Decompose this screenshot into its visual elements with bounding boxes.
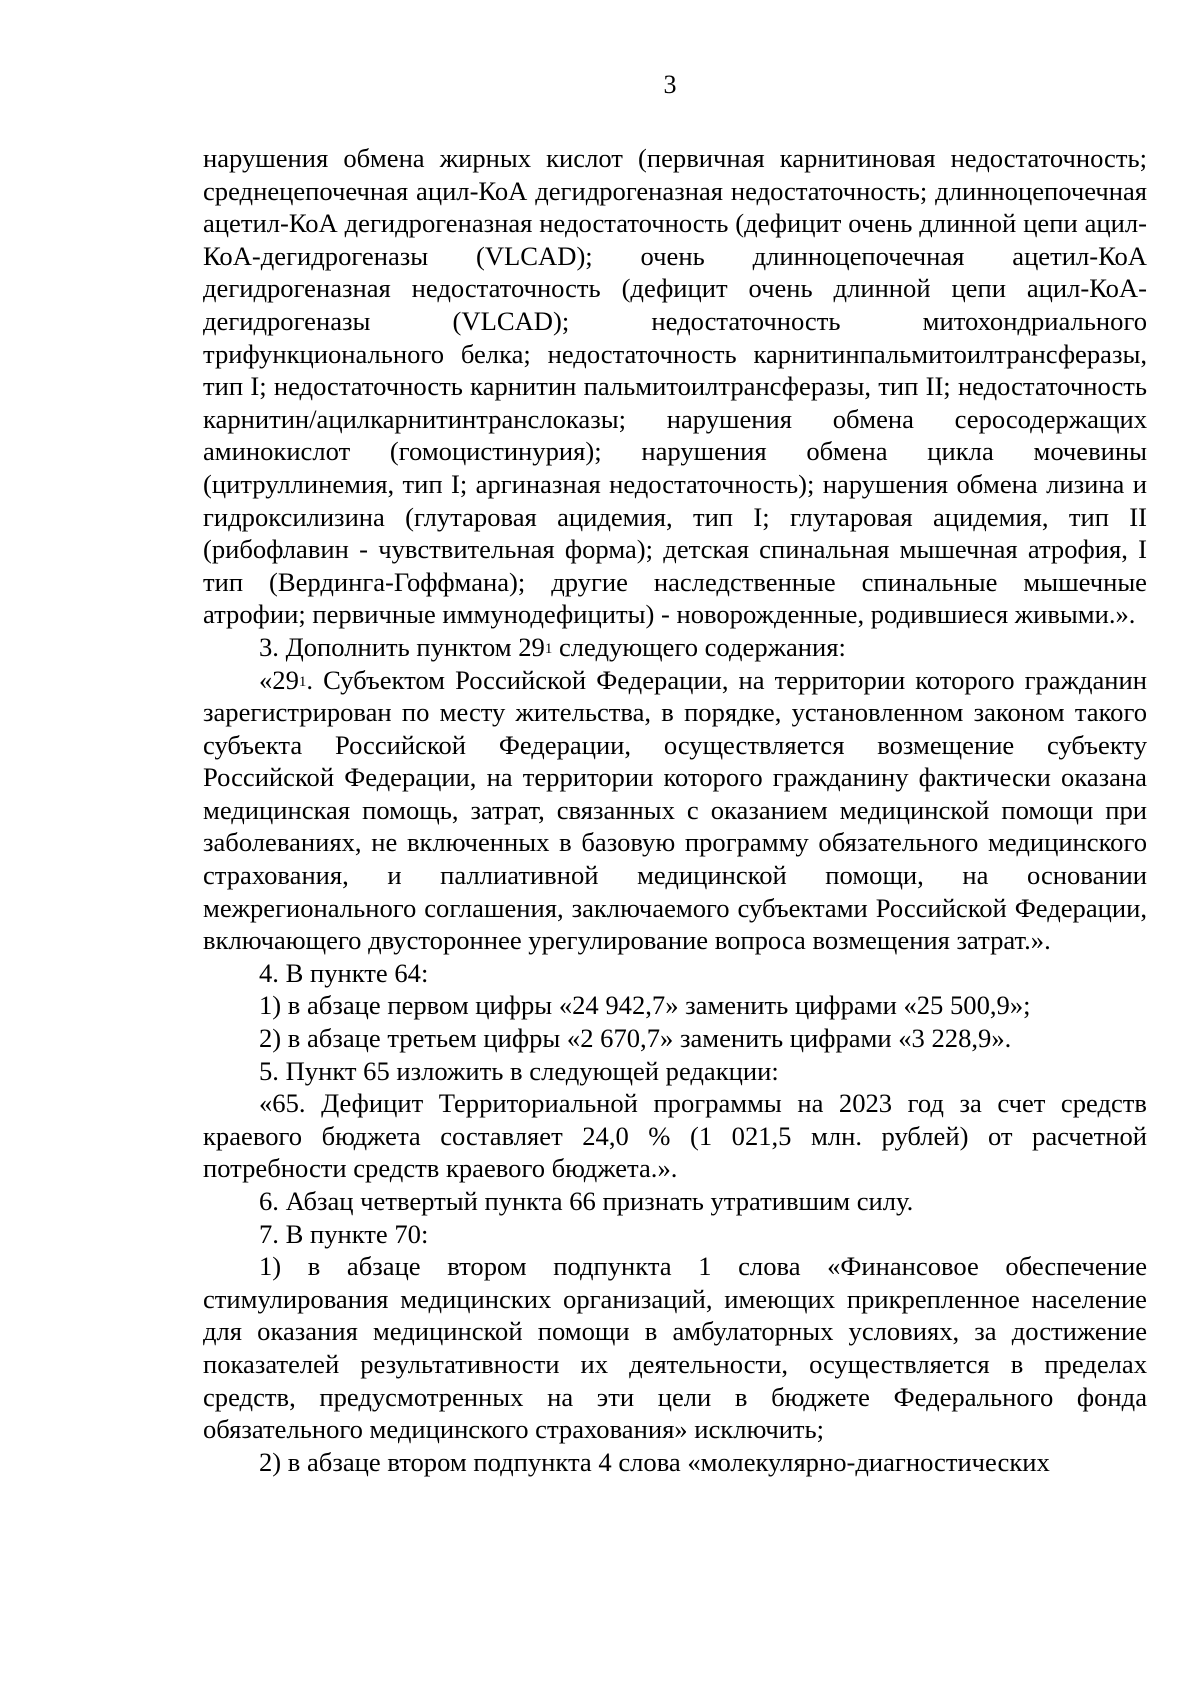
paragraph-text: «29	[259, 664, 299, 695]
paragraph-text: следующего содержания:	[552, 631, 846, 662]
paragraph-item-5: 5. Пункт 65 изложить в следующей редакции:	[259, 1055, 779, 1086]
paragraph-item-4-2: 2) в абзаце третьем цифры «2 670,7» заменить цифрами «3 228,9».	[259, 1023, 1012, 1054]
paragraph-item-4-1: 1) в абзаце первом цифры «24 942,7» заменить цифрами «25 500,9»;	[259, 990, 1031, 1021]
superscript: 1	[544, 640, 553, 657]
paragraph-item-4: 4. В пункте 64:	[259, 957, 429, 988]
paragraph-item-7: 7. В пункте 70:	[259, 1218, 429, 1249]
superscript: 1	[298, 673, 307, 690]
document-body	[203, 142, 1147, 1478]
paragraph-item-3	[203, 631, 1147, 664]
paragraph-text: 3. Дополнить пунктом 29	[259, 631, 545, 662]
paragraph-clause-29-1	[203, 664, 1147, 957]
paragraph-item-7-2: 2) в абзаце втором подпункта 4 слова «молекулярно-диагностических	[259, 1446, 1050, 1477]
paragraph-text: . Субъектом Российской Федерации, на территории которого гражданин зарегистрирован по месту жительства, в порядке, установленном законом такого субъекта Российской Федерации, осуществляется возмещение субъекту Российской Федерации, на территории которого гражданину фактически оказана медицинская помощь, затрат, связанных с оказанием медицинской помощи при заболеваниях, не включенных в базовую программу обязательного медицинского страхования, и паллиативной медицинской помощи, на основании межрегионального соглашения, заключаемого субъектами Российской Федерации, включающего двустороннее урегулирование вопроса возмещения затрат.».	[203, 664, 1147, 956]
paragraph-metabolic-disorders-list: нарушения обмена жирных кислот (первичная карнитиновая недостаточность; среднецепочечная ацил-КоА дегидрогеназная недостаточность; длинноцепочечная ацетил-КоА дегидрогеназная недостаточность (дефицит очень длинной цепи ацил-КоА-дегидрогеназы (VLCAD); очень длинноцепочечная ацетил-КоА дегидрогеназная недостаточность (дефицит очень длинной цепи ацил-КоА-дегидрогеназы (VLCAD); недостаточность митохондриального трифункционального белка; недостаточность карнитинпальмитоилтрансферазы, тип I; недостаточность карнитин пальмитоилтрансферазы, тип II; недостаточность карнитин/ацилкарнитинтранслоказы; нарушения обмена серосодержащих аминокислот (гомоцистинурия); нарушения обмена цикла мочевины (цитруллинемия, тип I; аргиназная недостаточность); нарушения обмена лизина и гидроксилизина (глутаровая ацидемия, тип I; глутаровая ацидемия, тип II (рибофлавин - чувствительная форма); детская спинальная мышечная атрофия, I тип (Вердинга-Гоффмана); другие наследственные спинальные мышечные атрофии; первичные иммунодефициты) - новорожденные, родившиеся живыми.».	[203, 143, 1147, 630]
paragraph-item-7-1: 1) в абзаце втором подпункта 1 слова «Финансовое обеспечение стимулирования медицинских организаций, имеющих прикрепленное население для оказания медицинской помощи в амбулаторных условиях, за достижение показателей результативности их деятельности, осуществляется в пределах средств, предусмотренных на эти цели в бюджете Федерального фонда обязательного медицинского страхования» исключить;	[203, 1251, 1147, 1445]
paragraph-item-6: 6. Абзац четвертый пункта 66 признать утратившим силу.	[259, 1186, 914, 1216]
paragraph-clause-65: «65. Дефицит Территориальной программы на 2023 год за счет средств краевого бюджета составляет 24,0 % (1 021,5 млн. рублей) от расчетной потребности средств краевого бюджета.».	[203, 1088, 1147, 1184]
page-number: 3	[663, 70, 677, 99]
